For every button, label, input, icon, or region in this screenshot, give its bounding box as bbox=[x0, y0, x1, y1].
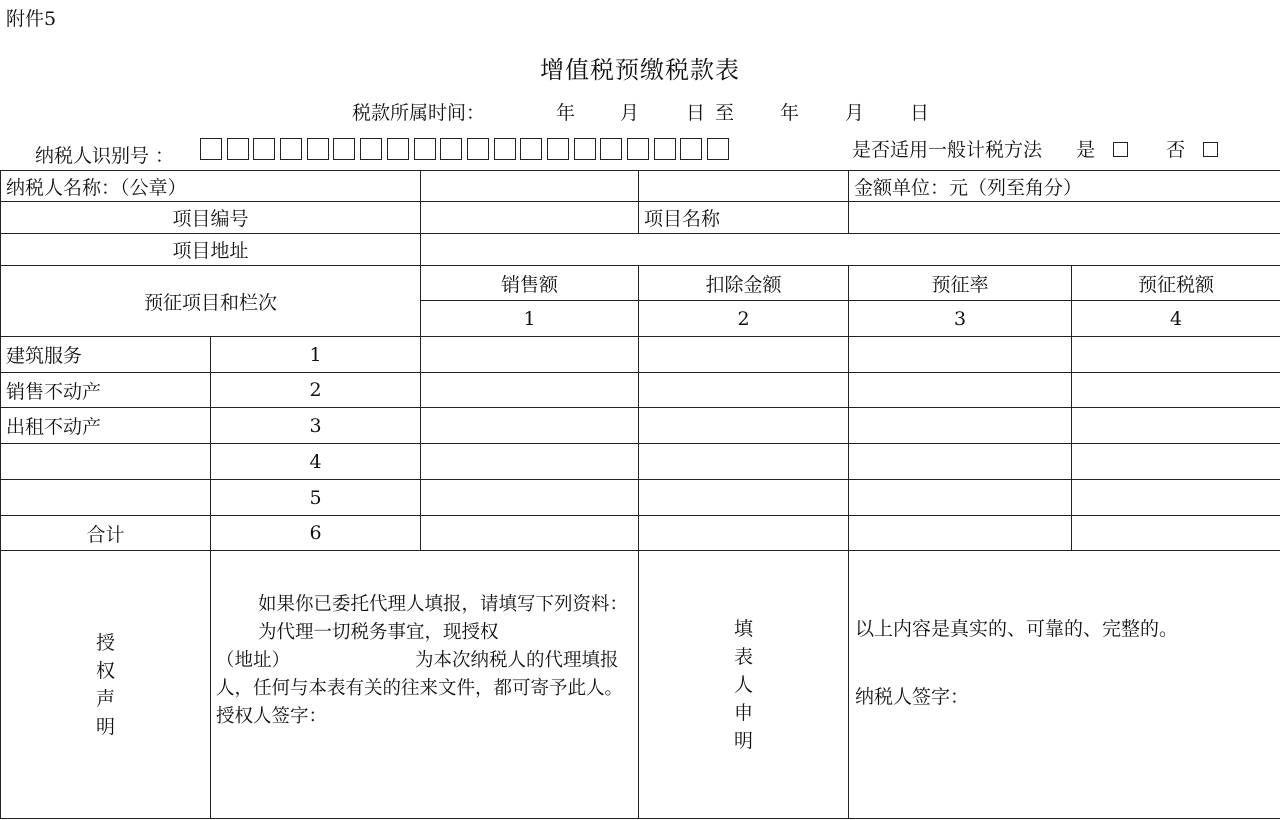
column-header-rate: 预征率 bbox=[849, 266, 1072, 301]
row-item-name[interactable] bbox=[1, 480, 211, 516]
taxpayer-id-digit-box[interactable] bbox=[520, 138, 542, 160]
authorization-signature: 授权人签字： bbox=[216, 706, 328, 727]
declarant-label bbox=[639, 551, 849, 819]
period-label: 税款所属时间： bbox=[352, 102, 486, 124]
prepaid-tax-cell[interactable] bbox=[1072, 337, 1280, 373]
amount-unit-label: 金额单位：元（列至角分） bbox=[849, 171, 1280, 202]
deduction-cell[interactable] bbox=[639, 408, 849, 444]
row-line-number: 4 bbox=[211, 444, 421, 480]
taxpayer-id-digit-box[interactable] bbox=[333, 138, 355, 160]
general-method-question bbox=[852, 135, 1218, 162]
taxpayer-name-input[interactable] bbox=[421, 171, 639, 202]
column-number: 1 bbox=[421, 301, 639, 337]
authorization-text-3-rest: 为本次纳税人的代理填报人，任何与本表有关的往来文件，都可寄予此人。 bbox=[216, 650, 624, 699]
table-row bbox=[1, 444, 1280, 480]
authorization-label bbox=[1, 551, 211, 819]
period-year-end: 年 bbox=[780, 102, 800, 124]
taxpayer-id-digit-box[interactable] bbox=[414, 138, 436, 160]
prepaid-tax-cell[interactable] bbox=[1072, 373, 1280, 408]
row-line-number: 1 bbox=[211, 337, 421, 373]
taxpayer-id-digit-box[interactable] bbox=[574, 138, 596, 160]
rate-cell[interactable] bbox=[849, 444, 1072, 480]
authorization-text-2: 为代理一切税务事宜，现授权 bbox=[258, 622, 499, 643]
taxpayer-id-digit-box[interactable] bbox=[440, 138, 462, 160]
taxpayer-id-digit-box[interactable] bbox=[227, 138, 249, 160]
row-item-name: 出租不动产 bbox=[1, 408, 211, 444]
project-name-input[interactable] bbox=[849, 202, 1280, 234]
form-title: 增值税预缴税款表 bbox=[540, 56, 740, 84]
taxpayer-id-digit-box[interactable] bbox=[280, 138, 302, 160]
authorization-text-1: 如果你已委托代理人填报，请填写下列资料： bbox=[258, 594, 629, 615]
period-day-end: 日 bbox=[910, 102, 930, 124]
deduction-cell[interactable] bbox=[639, 480, 849, 516]
column-number: 3 bbox=[849, 301, 1072, 337]
period-month-start: 月 bbox=[620, 102, 640, 124]
prepaid-tax-cell[interactable] bbox=[1072, 444, 1280, 480]
general-method-yes-checkbox[interactable] bbox=[1113, 142, 1128, 157]
period-month-end: 月 bbox=[845, 102, 865, 124]
item-column-header: 预征项目和栏次 bbox=[1, 266, 421, 337]
taxpayer-id-digit-box[interactable] bbox=[680, 138, 702, 160]
taxpayer-id-digit-box[interactable] bbox=[547, 138, 569, 160]
general-method-yes-label: 是 bbox=[1076, 139, 1096, 161]
sales-cell[interactable] bbox=[421, 480, 639, 516]
rate-cell[interactable] bbox=[849, 337, 1072, 373]
general-method-label: 是否适用一般计税方法 bbox=[852, 139, 1043, 161]
column-header-deduction: 扣除金额 bbox=[639, 266, 849, 301]
taxpayer-id-digit-box[interactable] bbox=[467, 138, 489, 160]
general-method-no-checkbox[interactable] bbox=[1203, 142, 1218, 157]
row-line-number: 3 bbox=[211, 408, 421, 444]
table-row bbox=[1, 480, 1280, 516]
sales-cell[interactable] bbox=[421, 408, 639, 444]
declaration-signature: 纳税人签字： bbox=[855, 686, 970, 708]
taxpayer-id-digit-box[interactable] bbox=[307, 138, 329, 160]
table-row bbox=[1, 373, 1280, 408]
sales-cell[interactable] bbox=[421, 373, 639, 408]
taxpayer-id-digit-box[interactable] bbox=[627, 138, 649, 160]
column-number: 4 bbox=[1072, 301, 1280, 337]
taxpayer-id-digit-box[interactable] bbox=[253, 138, 275, 160]
taxpayer-id-label: 纳税人识别号 ： bbox=[35, 145, 175, 167]
taxpayer-id-digit-box[interactable] bbox=[387, 138, 409, 160]
authorization-label-text: 授权声明 bbox=[96, 631, 116, 738]
rate-cell[interactable] bbox=[849, 408, 1072, 444]
row-line-number: 6 bbox=[211, 516, 421, 551]
prepaid-tax-cell[interactable] bbox=[1072, 408, 1280, 444]
taxpayer-id-digit-box[interactable] bbox=[654, 138, 676, 160]
sales-cell[interactable] bbox=[421, 444, 639, 480]
rate-cell[interactable] bbox=[849, 480, 1072, 516]
authorization-text-3 bbox=[216, 647, 634, 703]
prepayment-table bbox=[0, 170, 1280, 819]
column-header-prepaid-tax: 预征税额 bbox=[1072, 266, 1280, 301]
prepaid-tax-cell[interactable] bbox=[1072, 516, 1280, 551]
project-address-input[interactable] bbox=[421, 234, 1280, 266]
table-row bbox=[1, 516, 1280, 551]
row-item-name: 合计 bbox=[1, 516, 211, 551]
authorization-statement bbox=[211, 551, 639, 819]
taxpayer-id-boxes[interactable] bbox=[200, 138, 729, 160]
period-day-start: 日 bbox=[686, 102, 706, 124]
taxpayer-id-digit-box[interactable] bbox=[360, 138, 382, 160]
deduction-cell[interactable] bbox=[639, 444, 849, 480]
project-address-label: 项目地址 bbox=[1, 234, 421, 266]
taxpayer-id-digit-box[interactable] bbox=[200, 138, 222, 160]
general-method-no-label: 否 bbox=[1166, 139, 1186, 161]
row-line-number: 2 bbox=[211, 373, 421, 408]
deduction-cell[interactable] bbox=[639, 373, 849, 408]
taxpayer-id-digit-box[interactable] bbox=[494, 138, 516, 160]
project-number-label: 项目编号 bbox=[1, 202, 421, 234]
declarant-label-text: 填表人申明 bbox=[734, 617, 754, 752]
period-to: 至 bbox=[715, 102, 735, 124]
declaration-text: 以上内容是真实的、可靠的、完整的。 bbox=[855, 618, 1179, 640]
declaration-statement bbox=[849, 551, 1280, 819]
rate-cell[interactable] bbox=[849, 373, 1072, 408]
rate-cell[interactable] bbox=[849, 516, 1072, 551]
taxpayer-id-digit-box[interactable] bbox=[707, 138, 729, 160]
taxpayer-id-digit-box[interactable] bbox=[600, 138, 622, 160]
deduction-cell[interactable] bbox=[639, 516, 849, 551]
row-item-name: 销售不动产 bbox=[1, 373, 211, 408]
sales-cell[interactable] bbox=[421, 337, 639, 373]
prepaid-tax-cell[interactable] bbox=[1072, 480, 1280, 516]
authorization-address-label: （地址） bbox=[216, 650, 291, 671]
row-item-name[interactable] bbox=[1, 444, 211, 480]
column-header-sales: 销售额 bbox=[421, 266, 639, 301]
taxpayer-name-input-extra[interactable] bbox=[639, 171, 849, 202]
attachment-label: 附件5 bbox=[6, 8, 57, 30]
column-number: 2 bbox=[639, 301, 849, 337]
table-row bbox=[1, 408, 1280, 444]
sales-cell[interactable] bbox=[421, 516, 639, 551]
project-name-label: 项目名称 bbox=[639, 202, 849, 234]
row-item-name: 建筑服务 bbox=[1, 337, 211, 373]
row-line-number: 5 bbox=[211, 480, 421, 516]
period-year-start: 年 bbox=[556, 102, 576, 124]
project-number-input[interactable] bbox=[421, 202, 639, 234]
taxpayer-name-label: 纳税人名称：（公章） bbox=[1, 171, 421, 202]
deduction-cell[interactable] bbox=[639, 337, 849, 373]
table-row bbox=[1, 337, 1280, 373]
